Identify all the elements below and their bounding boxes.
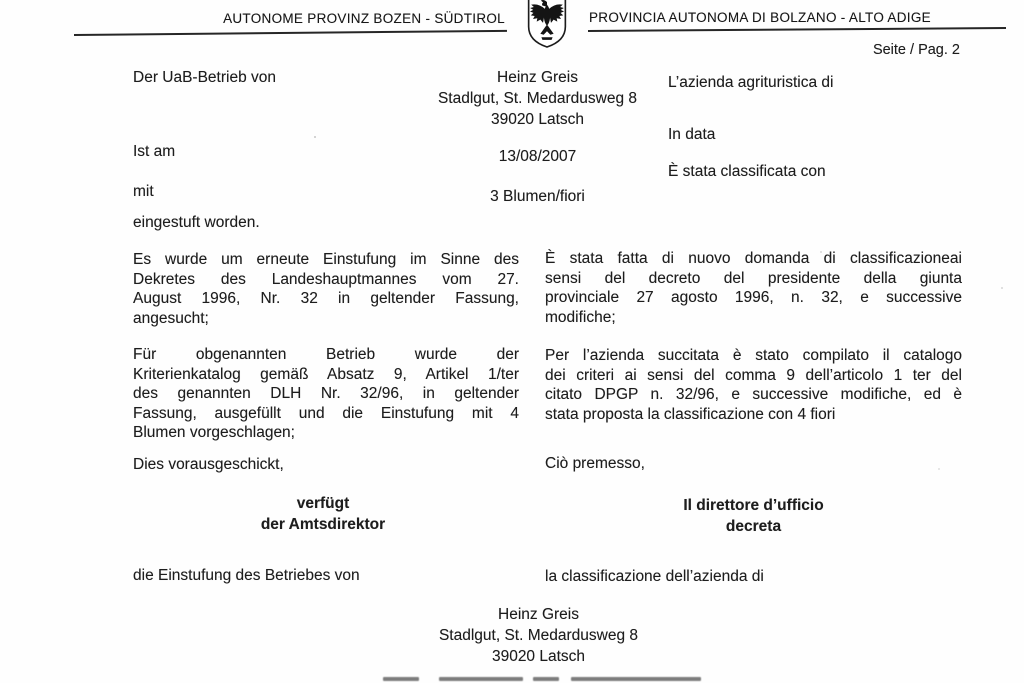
intro-label-italian: L’azienda agrituristica di bbox=[668, 74, 834, 91]
date-label-german: Ist am bbox=[133, 143, 176, 160]
header-title-german: AUTONOME PROVINZ BOZEN - SÜDTIROL bbox=[223, 11, 505, 26]
decree-german-line1: verfügt bbox=[296, 495, 350, 512]
intro-label-german: Der UaB-Betrieb von bbox=[133, 69, 277, 86]
business-name: Heinz Greis bbox=[498, 606, 579, 623]
closing-italian: la classificazione dell’azienda di bbox=[545, 568, 764, 585]
paragraph-italian-request: È stata fatta di nuovo domanda di classificazioneai sensi del decreto del presidente della giunta provinciale 27 agosto 1996, n. 32, e successive modifiche; bbox=[545, 250, 962, 326]
header-title-italian: PROVINCIA AUTONOMA DI BOLZANO - ALTO ADIGE bbox=[589, 10, 931, 25]
decree-italian-line2: decreta bbox=[725, 518, 782, 535]
flower-rating: 3 Blumen/fiori bbox=[490, 188, 585, 205]
paragraph-german-criteria: Für obgenannten Betrieb wurde der Kriterienkatalog gemäß Absatz 9, Artikel 1/ter des genannten DLH Nr. 32/96, in geltender Fassung, ausgefüllt und die Einstufung mit 4 Blumen vorgeschlagen; bbox=[133, 346, 519, 442]
decree-italian-line1: Il direttore d’ufficio bbox=[683, 497, 824, 514]
header-rule-left bbox=[74, 30, 507, 36]
classified-suffix-german: eingestuft worden. bbox=[133, 214, 260, 231]
premise-german: Dies vorausgeschickt, bbox=[133, 456, 284, 473]
scan-noise bbox=[314, 136, 316, 138]
business-address-block-bottom bbox=[330, 604, 747, 667]
business-city: 39020 Latsch bbox=[490, 111, 585, 128]
header-rule-right bbox=[588, 27, 1006, 32]
paragraph-italian-criteria: Per l’azienda succitata è stato compilato il catalogo dei criteri ai sensi del comma 9 dell’articolo 1 ter del citato DPGP n. 32/96, e successive modifiche, ed è stata proposta la classificazione con 4 fiori bbox=[545, 347, 962, 423]
date-label-italian: In data bbox=[668, 126, 716, 143]
business-name: Heinz Greis bbox=[497, 69, 578, 86]
business-street: Stadlgut, St. Medardusweg 8 bbox=[438, 627, 639, 644]
premise-italian: Ciò premesso, bbox=[545, 455, 645, 472]
business-street: Stadlgut, St. Medardusweg 8 bbox=[437, 90, 638, 107]
decree-heading-german bbox=[133, 493, 513, 535]
classified-label-italian: È stata classificata con bbox=[668, 163, 826, 180]
business-city: 39020 Latsch bbox=[491, 648, 586, 665]
paragraph-german-request: Es wurde um erneute Einstufung im Sinne des Dekretes des Landeshauptmannes vom 27. August 1996, Nr. 32 in geltender Fassung, angesucht; bbox=[133, 251, 519, 327]
decree-german-line2: der Amtsdirektor bbox=[260, 516, 386, 533]
closing-german: die Einstufung des Betriebes von bbox=[133, 567, 360, 584]
classification-date: 13/08/2007 bbox=[498, 148, 577, 165]
cutoff-text-fragment bbox=[383, 677, 701, 682]
with-label-german: mit bbox=[133, 183, 154, 200]
coat-of-arms-eagle-icon bbox=[526, 0, 568, 48]
decree-heading-italian bbox=[545, 495, 962, 537]
page-number: Seite / Pag. 2 bbox=[872, 42, 960, 58]
